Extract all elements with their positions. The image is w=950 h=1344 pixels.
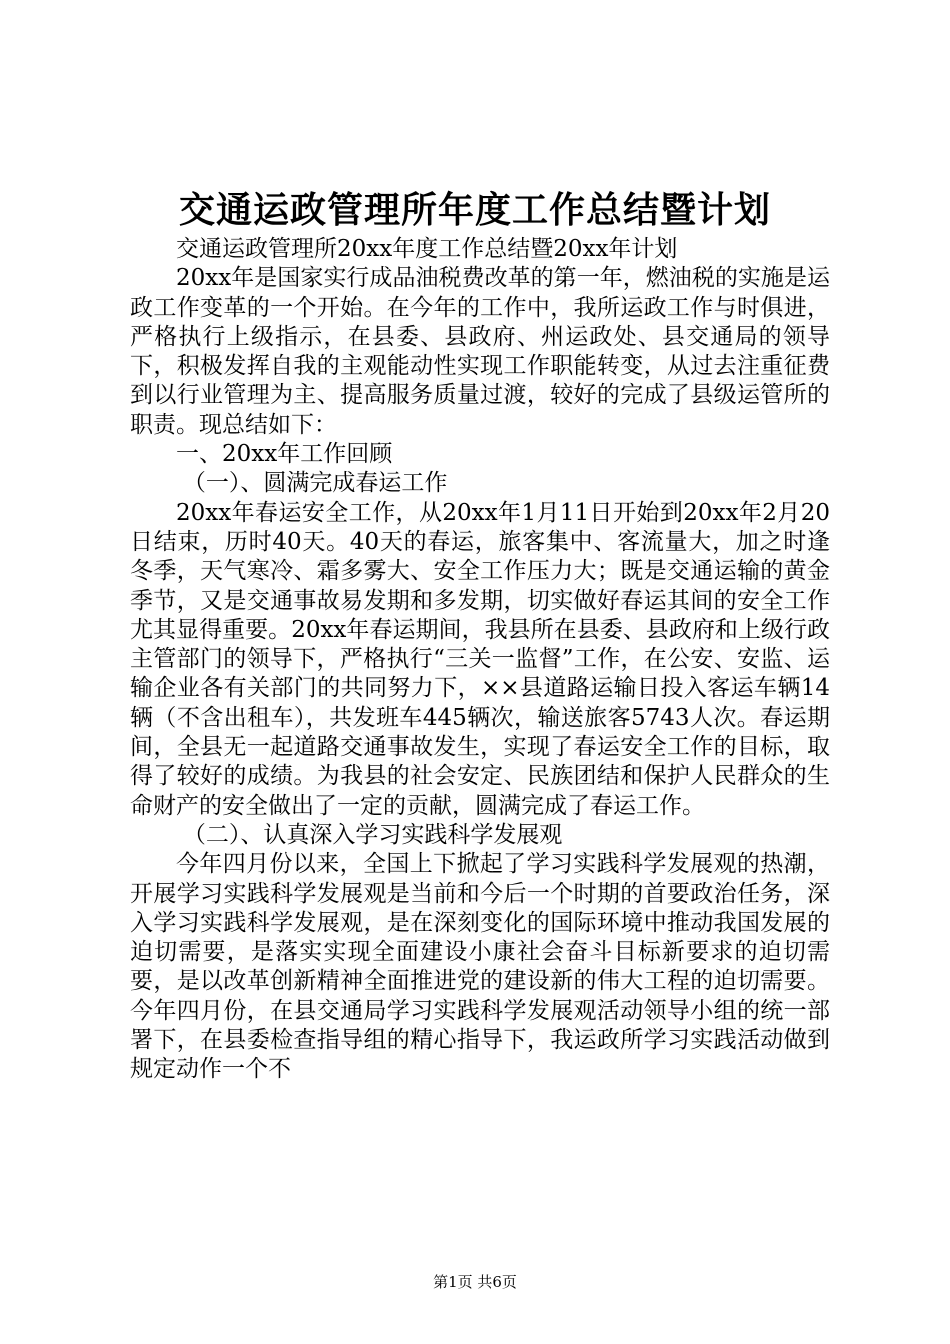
section-heading: 一、20xx年工作回顾	[176, 441, 393, 468]
document-body	[130, 235, 830, 1085]
document-title: 交通运政管理所年度工作总结暨计划	[178, 189, 771, 231]
subsection-heading: （一）、圆满完成春运工作	[182, 470, 448, 497]
paragraph-scientific-development: 今年四月份以来，全国上下掀起了学习实践科学发展观的热潮，开展学习实践科学发展观是当前和今后一个时期的首要政治任务，深入学习实践科学发展观，是在深刻变化的国际环境中推动我国发展的迫切需要，是落实实现全面建设小康社会奋斗目标新要求的迫切需要，是以改革创新精神全面推进党的建设新的伟大工程的迫切需要。今年四月份，在县交通局学习实践科学发展观活动领导小组的统一部署下，在县委检查指导组的精心指导下，我运政所学习实践活动做到规定动作一个不	[130, 851, 830, 1083]
paragraph-intro: 20xx年是国家实行成品油税费改革的第一年，燃油税的实施是运政工作变革的一个开始。在今年的工作中，我所运政工作与时俱进，严格执行上级指示，在县委、县政府、州运政处、县交通局的领导下，积极发挥自我的主观能动性实现工作职能转变，从过去注重征费到以行业管理为主、提高服务质量过渡，较好的完成了县级运管所的职责。现总结如下：	[130, 265, 830, 438]
paragraph-spring-transport: 20xx年春运安全工作，从20xx年1月11日开始到20xx年2月20日结束，历时40天。40天的春运，旅客集中、客流量大，加之时逢冬季，天气寒冷、霜多雾大、安全工作压力大；既是交通运输的黄金季节，又是交通事故易发期和多发期，切实做好春运其间的安全工作尤其显得重要。20xx年春运期间，我县所在县委、县政府和上级行政主管部门的领导下，严格执行“三关一监督”工作，在公安、安监、运输企业各有关部门的共同努力下，××县道路运输日投入客运车辆14辆（不含出租车），共发班车445辆次，输送旅客5743人次。春运期间，全县无一起道路交通事故发生，实现了春运安全工作的目标，取得了较好的成绩。为我县的社会安定、民族团结和保护人民群众的生命财产的安全做出了一定的贡献，圆满完成了春运工作。	[130, 499, 830, 819]
paragraph-subtitle: 交通运政管理所20xx年度工作总结暨20xx年计划	[176, 236, 678, 262]
subsection-heading: （二）、认真深入学习实践科学发展观	[182, 821, 563, 848]
page-footer: 第1页 共6页	[433, 1273, 517, 1291]
